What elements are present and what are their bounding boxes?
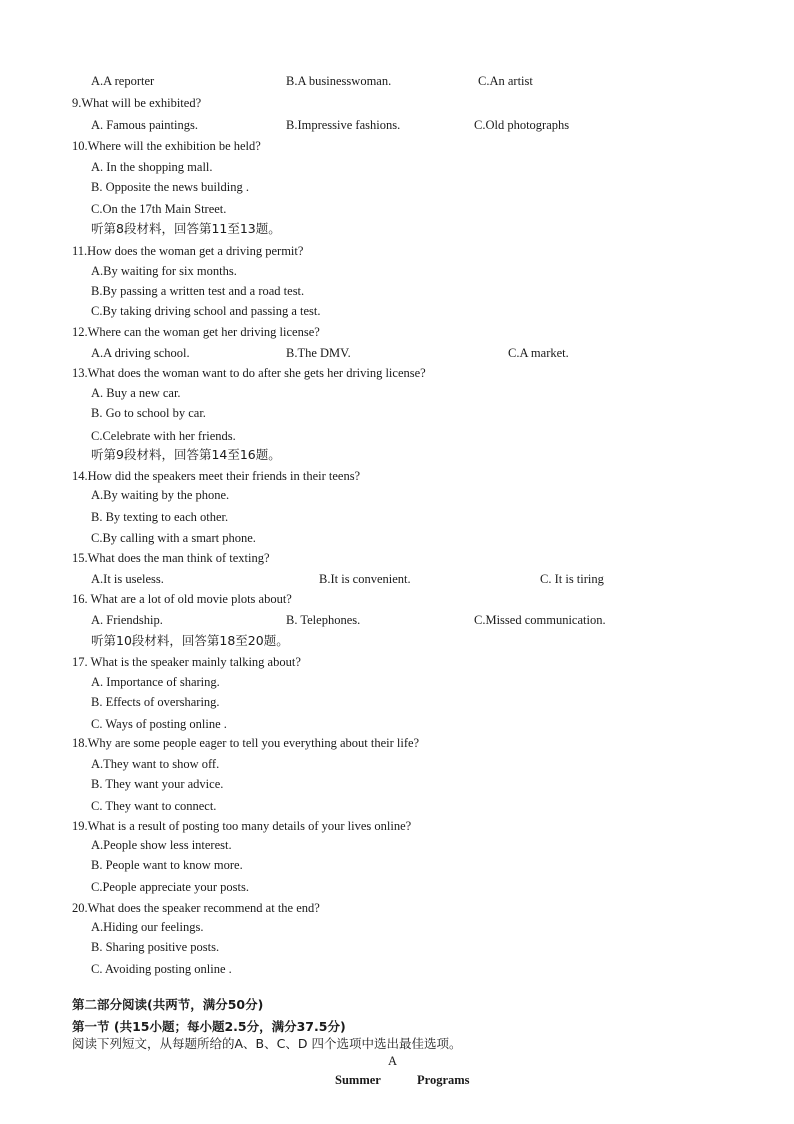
q15-option-a: A.It is useless. [91, 572, 164, 586]
q20-option-b: B. Sharing positive posts. [91, 940, 220, 954]
reading-instruction: 阅读下列短文，从每题所给的A、B、C、D 四个选项中选出最佳选项。 [72, 1036, 462, 1051]
q14-option-b: B. By texting to each other. [91, 510, 229, 524]
q8-option-c: C.An artist [478, 74, 533, 88]
q8-option-b: B.A businesswoman. [286, 74, 392, 88]
q14-option-a: A.By waiting by the phone. [91, 488, 230, 502]
q15-option-c: C. It is tiring [540, 572, 604, 586]
q9-option-a: A. Famous paintings. [91, 118, 198, 132]
q15-option-b: B.It is convenient. [319, 572, 411, 586]
q17-option-c: C. Ways of posting online . [91, 717, 227, 731]
q13-option-c: C.Celebrate with her friends. [91, 429, 236, 443]
q13-question: 13.What does the woman want to do after she gets her driving license? [72, 366, 426, 380]
q14-option-c: C.By calling with a smart phone. [91, 531, 256, 545]
q9-option-c: C.Old photographs [474, 118, 570, 132]
q9-question: 9.What will be exhibited? [72, 96, 202, 110]
passage-title-word-1: Summer [335, 1073, 381, 1087]
q20-question: 20.What does the speaker recommend at the end? [72, 901, 320, 915]
q12-option-b: B.The DMV. [286, 346, 351, 360]
q16-option-c: C.Missed communication. [474, 613, 606, 627]
q18-option-c: C. They want to connect. [91, 799, 217, 813]
passage-title-word-2: Programs [417, 1073, 470, 1087]
q13-option-b: B. Go to school by car. [91, 406, 206, 420]
passage-letter: A [388, 1054, 398, 1068]
q19-option-c: C.People appreciate your posts. [91, 880, 249, 894]
q19-question: 19.What is a result of posting too many details of your lives online? [72, 819, 412, 833]
q16-option-a: A. Friendship. [91, 613, 163, 627]
section-8-instruction: 听第8段材料，回答第11至13题。 [91, 221, 281, 236]
section-10-instruction: 听第10段材料，回答第18至20题。 [91, 633, 289, 648]
q20-option-a: A.Hiding our feelings. [91, 920, 204, 934]
q12-option-c: C.A market. [508, 346, 569, 360]
q19-option-b: B. People want to know more. [91, 858, 243, 872]
q10-option-b: B. Opposite the news building . [91, 180, 249, 194]
q9-option-b: B.Impressive fashions. [286, 118, 401, 132]
q13-option-a: A. Buy a new car. [91, 386, 181, 400]
q15-question: 15.What does the man think of texting? [72, 551, 270, 565]
q11-question: 11.How does the woman get a driving permit? [72, 244, 304, 258]
q11-option-a: A.By waiting for six months. [91, 264, 237, 278]
q10-option-a: A. In the shopping mall. [91, 160, 213, 174]
section-9-instruction: 听第9段材料，回答第14至16题。 [91, 447, 281, 462]
q20-option-c: C. Avoiding posting online . [91, 962, 232, 976]
q12-question: 12.Where can the woman get her driving license? [72, 325, 320, 339]
q17-option-a: A. Importance of sharing. [91, 675, 220, 689]
q17-option-b: B. Effects of oversharing. [91, 695, 220, 709]
q18-option-a: A.They want to show off. [91, 757, 220, 771]
q8-option-a: A.A reporter [91, 74, 155, 88]
q18-question: 18.Why are some people eager to tell you everything about their life? [72, 736, 420, 750]
q10-option-c: C.On the 17th Main Street. [91, 202, 227, 216]
q11-option-b: B.By passing a written test and a road test. [91, 284, 305, 298]
section-1-heading: 第一节 (共15小题；每小题2.5分，满分37.5分) [72, 1019, 346, 1034]
q11-option-c: C.By taking driving school and passing a test. [91, 304, 321, 318]
q16-option-b: B. Telephones. [286, 613, 361, 627]
q16-question: 16. What are a lot of old movie plots about? [72, 592, 292, 606]
q12-option-a: A.A driving school. [91, 346, 190, 360]
q14-question: 14.How did the speakers meet their friends in their teens? [72, 469, 361, 483]
q18-option-b: B. They want your advice. [91, 777, 224, 791]
q19-option-a: A.People show less interest. [91, 838, 232, 852]
q17-question: 17. What is the speaker mainly talking about? [72, 655, 301, 669]
q10-question: 10.Where will the exhibition be held? [72, 139, 261, 153]
part-2-heading: 第二部分阅读(共两节，满分50分) [72, 997, 264, 1012]
